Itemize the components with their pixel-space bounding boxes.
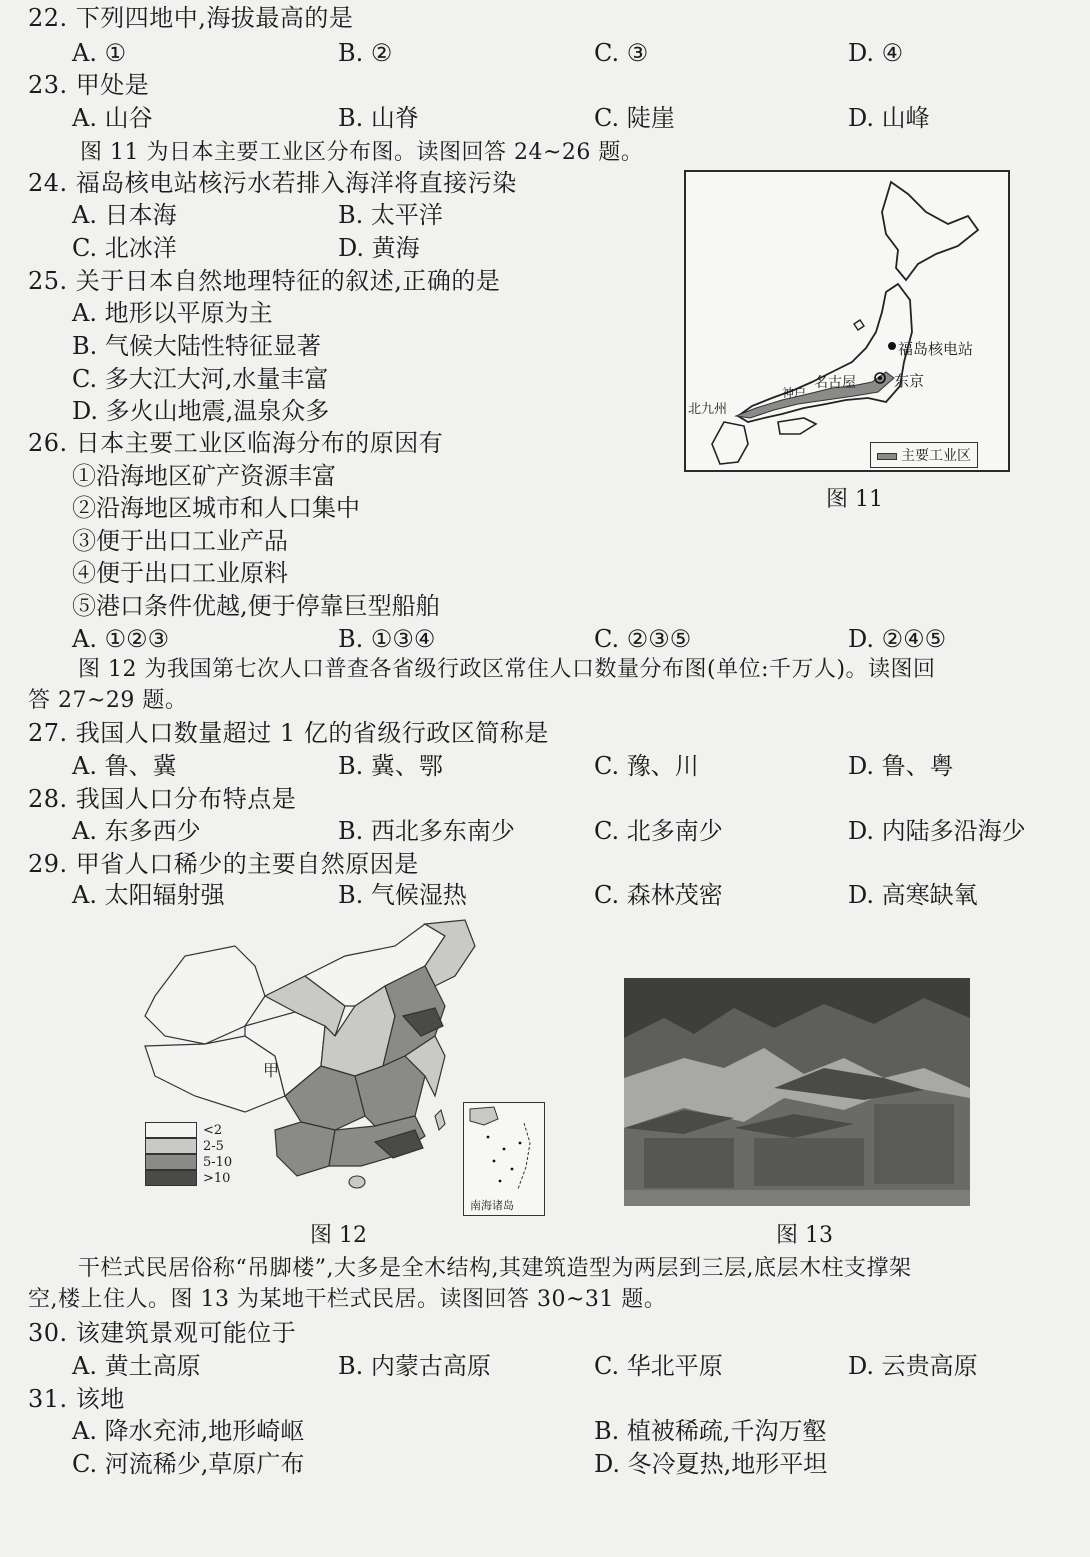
q27-stem: 27. 我国人口数量超过 1 亿的省级行政区简称是 — [28, 719, 549, 747]
japan-map-svg — [686, 172, 1008, 470]
q26-item-2: ②沿海地区城市和人口集中 — [72, 494, 360, 522]
legend-industrial-swatch — [877, 453, 897, 460]
label-kitakyushu: 北九州 — [688, 402, 728, 417]
q29-stem: 29. 甲省人口稀少的主要自然原因是 — [28, 850, 419, 878]
q27-option-b: B. 冀、鄂 — [338, 752, 443, 780]
legend-swatch-3 — [145, 1154, 197, 1170]
intro-fig11: 图 11 为日本主要工业区分布图。读图回答 24~26 题。 — [80, 140, 644, 165]
q30-option-d: D. 云贵高原 — [848, 1352, 978, 1380]
q28-stem: 28. 我国人口分布特点是 — [28, 785, 297, 813]
legend-label-2: 2-5 — [203, 1138, 224, 1154]
inset-island-dot — [503, 1148, 506, 1151]
fig12-china-population-map — [125, 916, 550, 1216]
q31-stem: 31. 该地 — [28, 1385, 125, 1413]
photo-wall-1 — [644, 1138, 734, 1188]
legend-row-2 — [145, 1138, 232, 1154]
q24-option-a: A. 日本海 — [72, 201, 177, 229]
label-kobe: 神户 — [782, 386, 807, 400]
shikoku-shape — [778, 418, 816, 434]
q26-option-b: B. ①③④ — [338, 625, 436, 653]
label-nagoya: 名古屋 — [814, 375, 856, 391]
q26-option-c: C. ②③⑤ — [594, 625, 692, 653]
q31-option-d: D. 冬冷夏热,地形平坦 — [594, 1450, 828, 1478]
fig11-japan-map — [684, 170, 1010, 472]
photo-svg — [624, 978, 970, 1206]
legend-label-4: >10 — [203, 1170, 231, 1186]
q23-stem: 23. 甲处是 — [28, 71, 150, 99]
q30-option-c: C. 华北平原 — [594, 1352, 723, 1380]
q23-option-a: A. 山谷 — [72, 104, 153, 132]
q22-option-d: D. ④ — [848, 39, 904, 67]
inset-island-dot — [519, 1142, 522, 1145]
q23-option-b: B. 山脊 — [338, 104, 419, 132]
region-yunnan — [275, 1122, 335, 1176]
honshu-shape — [738, 284, 912, 422]
intro-fig12-line1: 图 12 为我国第七次人口普查各省级行政区常住人口数量分布图(单位:千万人)。读图回 — [78, 657, 936, 682]
q22-stem: 22. 下列四地中,海拔最高的是 — [28, 4, 354, 32]
q30-option-b: B. 内蒙古高原 — [338, 1352, 491, 1380]
intro-fig13-line2: 空,楼上住人。图 13 为某地干栏式民居。读图回答 30~31 题。 — [28, 1287, 667, 1312]
q23-option-c: C. 陡崖 — [594, 104, 675, 132]
inset-boundary-line — [518, 1123, 530, 1189]
fig11-legend — [870, 442, 978, 468]
q29-option-c: C. 森林茂密 — [594, 881, 723, 909]
q31-option-b: B. 植被稀疏,千沟万壑 — [594, 1417, 827, 1445]
south-china-sea-inset — [463, 1102, 545, 1216]
inset-island-dot — [511, 1168, 514, 1171]
fig13-caption: 图 13 — [776, 1223, 833, 1248]
q28-option-d: D. 内陆多沿海少 — [848, 817, 1026, 845]
fig11-caption: 图 11 — [826, 487, 883, 512]
legend-swatch-4 — [145, 1170, 197, 1186]
inset-island-dot — [487, 1136, 490, 1139]
photo-wall-3 — [874, 1104, 954, 1184]
q29-option-d: D. 高寒缺氧 — [848, 881, 978, 909]
q27-option-a: A. 鲁、冀 — [72, 752, 177, 780]
intro-fig13-line1: 干栏式民居俗称“吊脚楼”,大多是全木结构,其建筑造型为两层到三层,底层木柱支撑架 — [78, 1256, 912, 1281]
hokkaido-shape — [882, 182, 978, 280]
intro-fig12-line2: 答 27~29 题。 — [28, 688, 188, 713]
q25-option-c: C. 多大江大河,水量丰富 — [72, 365, 329, 393]
legend-row-4 — [145, 1170, 232, 1186]
q31-option-a: A. 降水充沛,地形崎岖 — [72, 1417, 305, 1445]
q31-option-c: C. 河流稀少,草原广布 — [72, 1450, 305, 1478]
photo-ground — [624, 1190, 970, 1206]
q25-option-a: A. 地形以平原为主 — [72, 299, 273, 327]
inset-label: 南海诸岛 — [470, 1199, 514, 1212]
region-hainan — [349, 1176, 365, 1188]
label-jia: 甲 — [263, 1061, 280, 1080]
fig13-photo-stilt-houses — [624, 978, 970, 1206]
q28-option-b: B. 西北多东南少 — [338, 817, 515, 845]
fukushima-dot — [888, 342, 896, 350]
fig12-legend — [145, 1122, 232, 1186]
photo-wall-2 — [754, 1138, 864, 1186]
legend-swatch-1 — [145, 1122, 197, 1138]
q30-option-a: A. 黄土高原 — [72, 1352, 201, 1380]
inset-coast — [470, 1107, 498, 1125]
legend-label-3: 5-10 — [203, 1154, 233, 1170]
q29-option-a: A. 太阳辐射强 — [72, 881, 225, 909]
q24-option-d: D. 黄海 — [338, 234, 420, 262]
q23-option-d: D. 山峰 — [848, 104, 930, 132]
legend-label-1: <2 — [203, 1122, 223, 1138]
q22-option-c: C. ③ — [594, 39, 649, 67]
kyushu-shape — [712, 422, 748, 464]
q26-option-d: D. ②④⑤ — [848, 625, 947, 653]
tokyo-dot — [878, 376, 882, 380]
q24-option-c: C. 北冰洋 — [72, 234, 177, 262]
q25-stem: 25. 关于日本自然地理特征的叙述,正确的是 — [28, 267, 501, 295]
legend-industrial-label: 主要工业区 — [901, 448, 971, 464]
region-taiwan — [435, 1110, 445, 1130]
inset-island-dot — [493, 1160, 496, 1163]
q25-option-d: D. 多火山地震,温泉众多 — [72, 397, 330, 425]
q22-option-a: A. ① — [72, 39, 127, 67]
label-fukushima: 福岛核电站 — [898, 340, 974, 358]
q27-option-d: D. 鲁、粤 — [848, 752, 954, 780]
legend-row-1 — [145, 1122, 232, 1138]
sado-island-shape — [854, 320, 864, 330]
q26-item-5: ⑤港口条件优越,便于停靠巨型船舶 — [72, 592, 440, 620]
q26-item-1: ①沿海地区矿产资源丰富 — [72, 462, 336, 490]
q22-option-b: B. ② — [338, 39, 393, 67]
q24-option-b: B. 太平洋 — [338, 201, 443, 229]
q26-stem: 26. 日本主要工业区临海分布的原因有 — [28, 429, 444, 457]
q29-option-b: B. 气候湿热 — [338, 881, 467, 909]
q26-item-3: ③便于出口工业产品 — [72, 527, 288, 555]
q30-stem: 30. 该建筑景观可能位于 — [28, 1319, 297, 1347]
label-tokyo: 东京 — [894, 372, 925, 390]
q28-option-a: A. 东多西少 — [72, 817, 201, 845]
q26-item-4: ④便于出口工业原料 — [72, 559, 288, 587]
legend-swatch-2 — [145, 1138, 197, 1154]
q24-stem: 24. 福岛核电站核污水若排入海洋将直接污染 — [28, 169, 517, 197]
fig12-caption: 图 12 — [310, 1223, 367, 1248]
q26-option-a: A. ①②③ — [72, 625, 170, 653]
legend-row-3 — [145, 1154, 232, 1170]
q28-option-c: C. 北多南少 — [594, 817, 723, 845]
inset-island-dot — [499, 1180, 502, 1183]
q27-option-c: C. 豫、川 — [594, 752, 699, 780]
q25-option-b: B. 气候大陆性特征显著 — [72, 332, 321, 360]
